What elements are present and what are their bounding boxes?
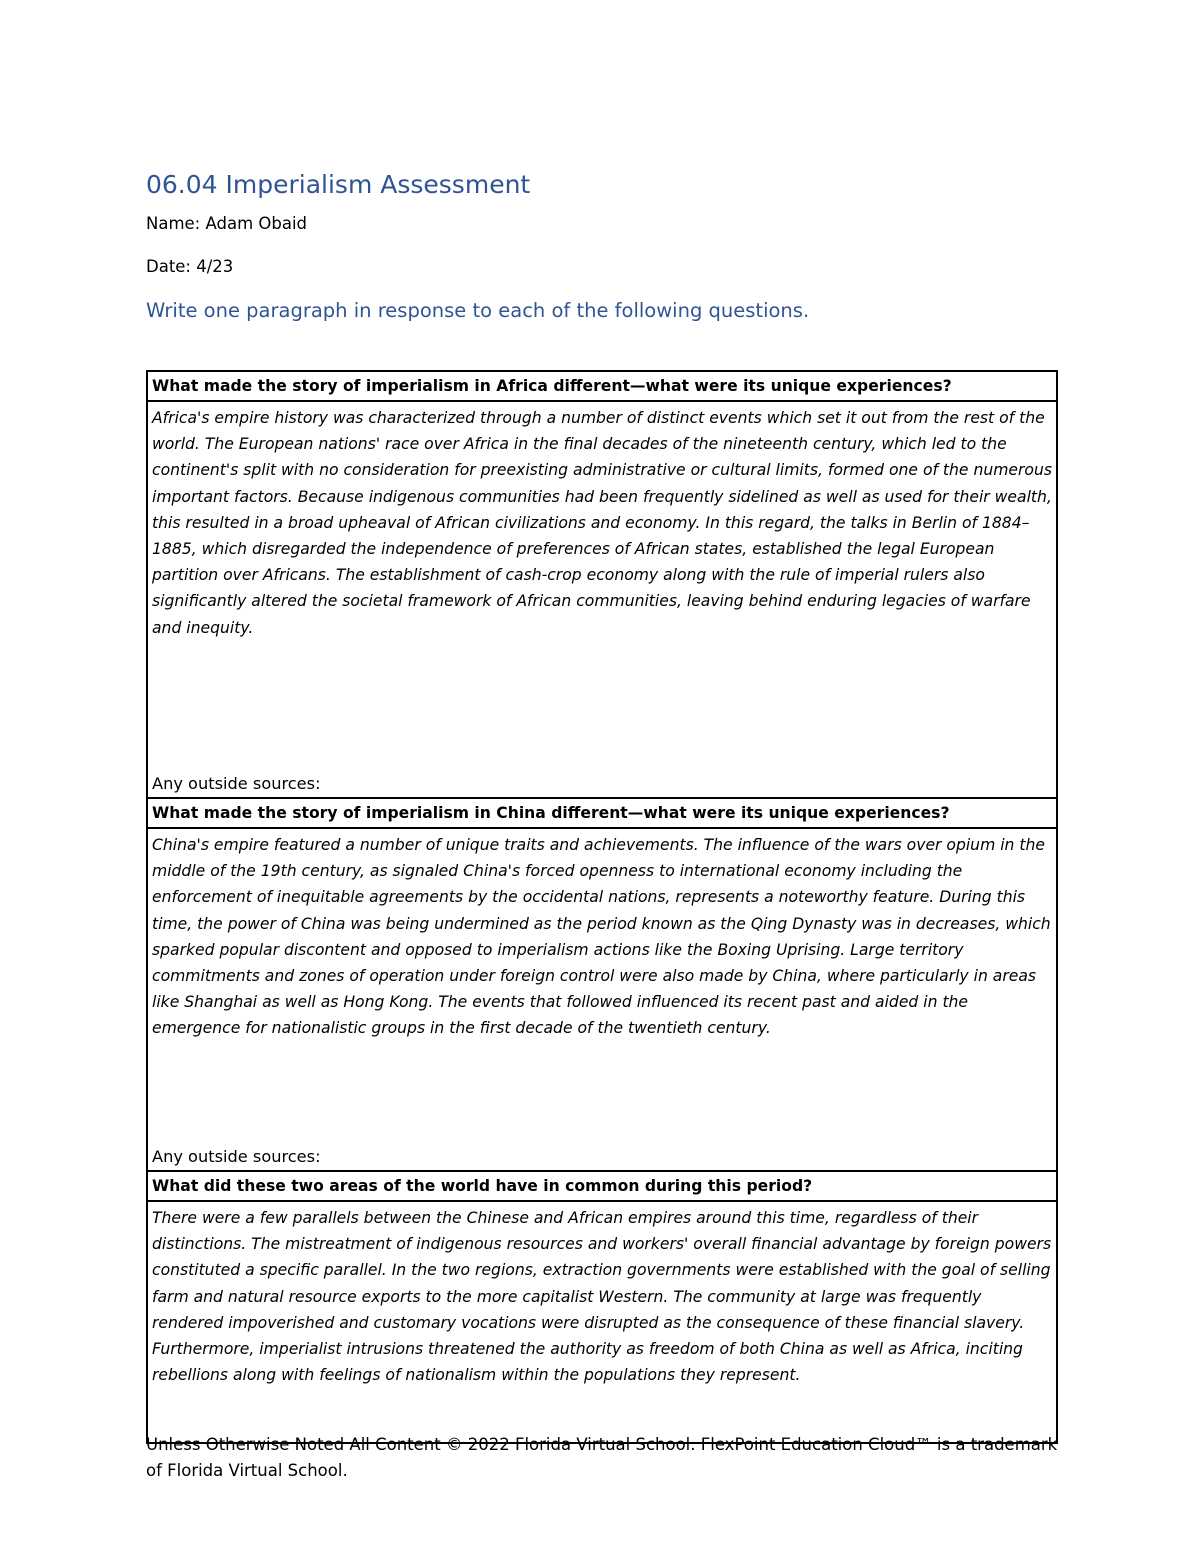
answer-cell-common [148,1202,1056,1442]
document-title: 06.04 Imperialism Assessment [146,170,531,199]
question-china: What made the story of imperialism in China different—what were its unique experiences? [148,799,1056,829]
assessment-date: Date: 4/23 [146,257,234,276]
answer-cell-africa [148,402,1056,799]
answer-cell-china [148,829,1056,1172]
question-africa: What made the story of imperialism in Africa different—what were its unique experiences? [148,372,1056,402]
student-name: Name: Adam Obaid [146,214,308,233]
question-common: What did these two areas of the world have in common during this period? [148,1172,1056,1202]
answer-common: There were a few parallels between the Chinese and African empires around this time, regardless of their distinctions. The mistreatment of indigenous resources and workers' overall financial advantage by foreign powers constituted a specific parallel. In the two regions, extraction governments were established with the goal of selling farm and natural resource exports to the more capitalist Western. The community at large was frequently rendered impoverished and customary vocations were disrupted as the consequence of these financial slavery. Furthermore, imperialist intrusions threatened the authority as freedom of both China as well as Africa, inciting rebellions along with feelings of nationalism within the populations they represent. [152,1209,1052,1385]
outside-sources-label: Any outside sources: [152,774,321,793]
answer-china: China's empire featured a number of unique traits and achievements. The influence of the wars over opium in the middle of the 19th century, as signaled China's forced openness to international economy including the enforcement of inequitable agreements by the occidental nations, represents a noteworthy feature. During this time, the power of China was being undermined as the period known as the Qing Dynasty was in decreases, which sparked popular discontent and opposed to imperialism actions like the Boxing Uprising. Large territory commitments and zones of operation under foreign control were also made by China, where particularly in areas like Shanghai as well as Hong Kong. The events that followed influenced its recent past and aided in the emergence for nationalistic groups in the first decade of the twentieth century. [152,836,1051,1038]
question-answer-table [146,370,1058,1444]
answer-africa: Africa's empire history was characterized through a number of distinct events which set it out from the rest of the world. The European nations' race over Africa in the final decades of the nineteenth century, which led to the continent's split with no consideration for preexisting administrative or cultural limits, formed one of the numerous important factors. Because indigenous communities had been frequently sidelined as well as used for their wealth, this resulted in a broad upheaval of African civilizations and economy. In this regard, the talks in Berlin of 1884–1885, which disregarded the independence of preferences of African states, established the legal European partition over Africans. The establishment of cash-crop economy along with the rule of imperial rulers also significantly altered the societal framework of African communities, leaving behind enduring legacies of warfare and inequity. [152,409,1052,637]
document-page [146,168,1058,1385]
copyright-footer: Unless Otherwise Noted All Content © 2022 Florida Virtual School. FlexPoint Education Cloud™ is a trademark of Florida Virtual School. [146,1435,1058,1480]
instructions: Write one paragraph in response to each of the following questions. [146,299,810,322]
outside-sources-label: Any outside sources: [152,1147,321,1166]
